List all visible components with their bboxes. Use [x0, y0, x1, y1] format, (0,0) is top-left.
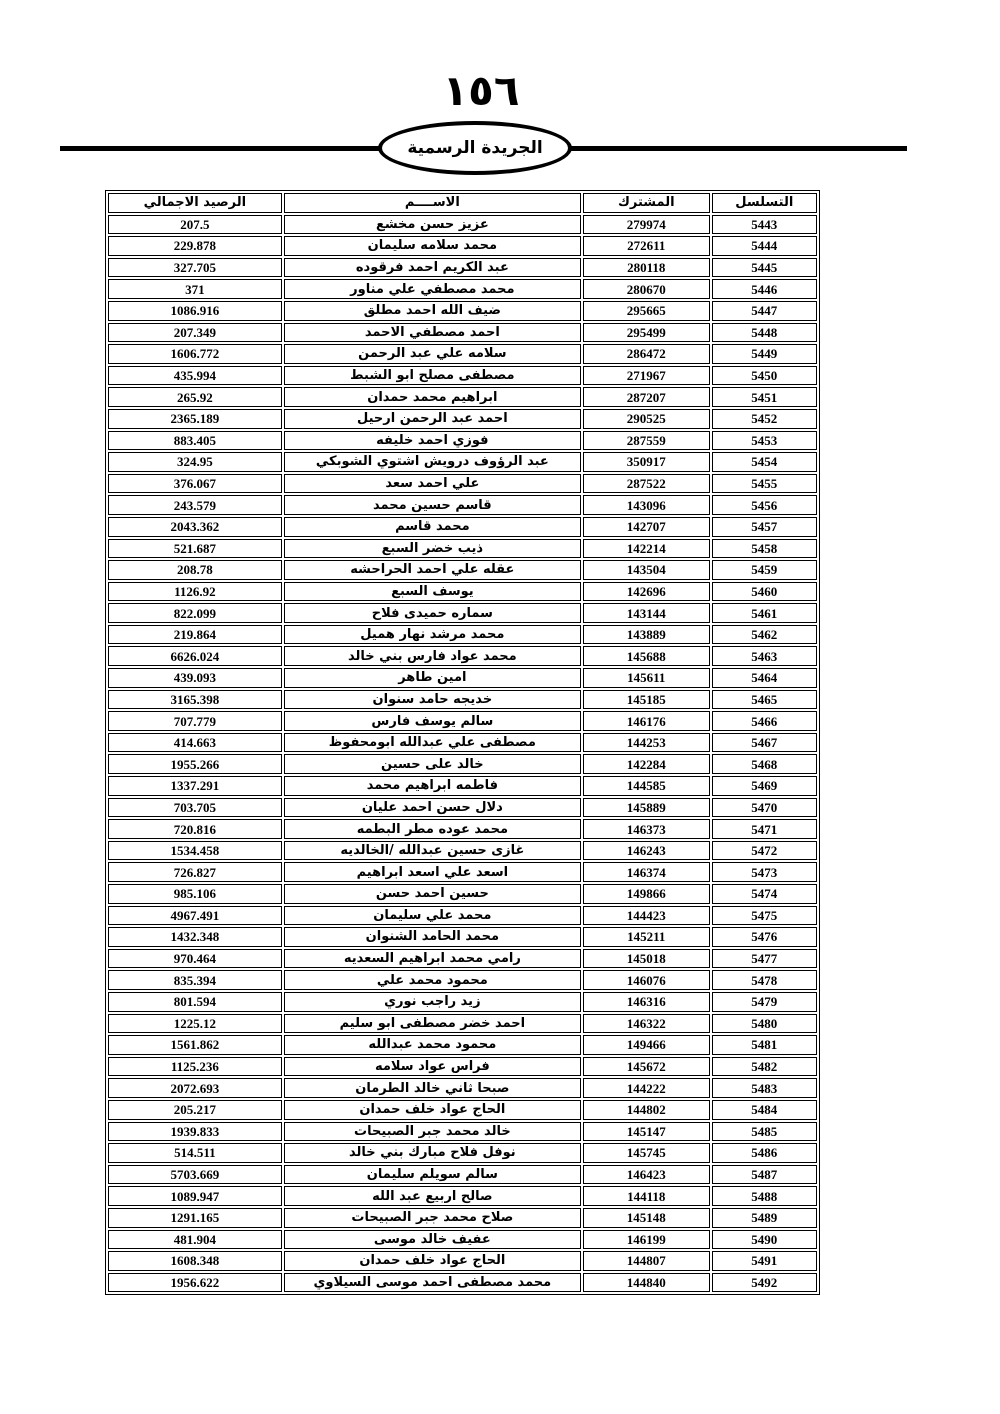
subscriber-cell: 295499: [583, 323, 710, 343]
table-row: [108, 1165, 817, 1185]
balance-cell: 703.705: [108, 798, 282, 818]
balance-cell: 371: [108, 279, 282, 299]
serial-cell: 5489: [712, 1208, 817, 1228]
balance-cell: 1126.92: [108, 582, 282, 602]
subscriber-cell: 145148: [583, 1208, 710, 1228]
balance-cell: 521.687: [108, 539, 282, 559]
table-row: [108, 517, 817, 537]
balance-cell: 1432.348: [108, 927, 282, 947]
name-cell: سماره حميدى فلاح: [284, 603, 581, 623]
serial-cell: 5467: [712, 733, 817, 753]
subscriber-cell: 142696: [583, 582, 710, 602]
balance-cell: 265.92: [108, 387, 282, 407]
serial-cell: 5474: [712, 884, 817, 904]
name-cell: حسين احمد حسن: [284, 884, 581, 904]
serial-cell: 5465: [712, 690, 817, 710]
table-row: [108, 1014, 817, 1034]
serial-cell: 5469: [712, 776, 817, 796]
table-row: [108, 970, 817, 990]
serial-cell: 5461: [712, 603, 817, 623]
name-cell: خديجه حامد سنوان: [284, 690, 581, 710]
subscriber-cell: 144802: [583, 1100, 710, 1120]
serial-cell: 5481: [712, 1035, 817, 1055]
name-cell: محمد عواد فارس بني خالد: [284, 646, 581, 666]
table-row: [108, 1230, 817, 1250]
balance-cell: 1089.947: [108, 1186, 282, 1206]
table-row: [108, 474, 817, 494]
name-cell: اسعد علي اسعد ابراهيم: [284, 862, 581, 882]
col-header-serial: التسلسل: [712, 193, 817, 213]
table-row: [108, 258, 817, 278]
name-cell: محمد عوده مطر البطمه: [284, 819, 581, 839]
table-row: [108, 387, 817, 407]
subscriber-cell: 146373: [583, 819, 710, 839]
table-row: [108, 1186, 817, 1206]
table-row: [108, 906, 817, 926]
serial-cell: 5490: [712, 1230, 817, 1250]
subscriber-cell: 350917: [583, 452, 710, 472]
table-row: [108, 927, 817, 947]
balance-cell: 5703.669: [108, 1165, 282, 1185]
name-cell: فراس عواد سلامه: [284, 1057, 581, 1077]
serial-cell: 5482: [712, 1057, 817, 1077]
gazette-title: الجريدة الرسمية: [407, 138, 543, 158]
name-cell: سالم سويلم سليمان: [284, 1165, 581, 1185]
table-row: [108, 841, 817, 861]
table-row: [108, 582, 817, 602]
serial-cell: 5471: [712, 819, 817, 839]
table-row: [108, 344, 817, 364]
subscriber-cell: 144118: [583, 1186, 710, 1206]
serial-cell: 5477: [712, 949, 817, 969]
name-cell: صلاح محمد جبر الصبيحات: [284, 1208, 581, 1228]
balance-cell: 801.594: [108, 992, 282, 1012]
serial-cell: 5480: [712, 1014, 817, 1034]
table-row: [108, 1057, 817, 1077]
table-row: [108, 862, 817, 882]
balance-cell: 324.95: [108, 452, 282, 472]
table-row: [108, 215, 817, 235]
balance-cell: 4967.491: [108, 906, 282, 926]
balance-cell: 726.827: [108, 862, 282, 882]
table-row: [108, 754, 817, 774]
subscriber-cell: 144585: [583, 776, 710, 796]
name-cell: عفيف خالد موسى: [284, 1230, 581, 1250]
name-cell: محمد مصطفي علي مناور: [284, 279, 581, 299]
serial-cell: 5457: [712, 517, 817, 537]
subscriber-cell: 146176: [583, 711, 710, 731]
serial-cell: 5473: [712, 862, 817, 882]
table-row: [108, 1251, 817, 1271]
table-row: [108, 301, 817, 321]
serial-cell: 5456: [712, 495, 817, 515]
name-cell: خالد على حسين: [284, 754, 581, 774]
serial-cell: 5485: [712, 1122, 817, 1142]
table-row: [108, 668, 817, 688]
balance-cell: 327.705: [108, 258, 282, 278]
balance-cell: 208.78: [108, 560, 282, 580]
name-cell: مصطفى علي عبدالله ابومحفوظ: [284, 733, 581, 753]
name-cell: ضيف الله احمد مطلق: [284, 301, 581, 321]
subscriber-cell: 144840: [583, 1273, 710, 1293]
subscriber-cell: 280118: [583, 258, 710, 278]
serial-cell: 5472: [712, 841, 817, 861]
serial-cell: 5466: [712, 711, 817, 731]
balance-cell: 205.217: [108, 1100, 282, 1120]
col-header-balance: الرصيد الاجمالي: [108, 193, 282, 213]
table-row: [108, 992, 817, 1012]
name-cell: محمد مصطفى احمد موسى السيلاوي: [284, 1273, 581, 1293]
serial-cell: 5491: [712, 1251, 817, 1271]
name-cell: محمد علي سليمان: [284, 906, 581, 926]
serial-cell: 5475: [712, 906, 817, 926]
name-cell: مصطفى مصلح ابو الشبط: [284, 366, 581, 386]
table-row: [108, 236, 817, 256]
serial-cell: 5449: [712, 344, 817, 364]
subscriber-cell: 143889: [583, 625, 710, 645]
balance-cell: 3165.398: [108, 690, 282, 710]
serial-cell: 5453: [712, 431, 817, 451]
balance-cell: 2365.189: [108, 409, 282, 429]
table-row: [108, 366, 817, 386]
subscriber-cell: 146199: [583, 1230, 710, 1250]
name-cell: ذيب خضر السبع: [284, 539, 581, 559]
name-cell: محمود محمد عبدالله: [284, 1035, 581, 1055]
serial-cell: 5452: [712, 409, 817, 429]
name-cell: زيد راجب نوري: [284, 992, 581, 1012]
subscriber-cell: 145672: [583, 1057, 710, 1077]
subscriber-cell: 146316: [583, 992, 710, 1012]
serial-cell: 5451: [712, 387, 817, 407]
serial-cell: 5492: [712, 1273, 817, 1293]
balance-cell: 1608.348: [108, 1251, 282, 1271]
name-cell: ابراهيم محمد حمدان: [284, 387, 581, 407]
name-cell: عزيز حسن مخشع: [284, 215, 581, 235]
subscriber-cell: 287207: [583, 387, 710, 407]
balance-cell: 822.099: [108, 603, 282, 623]
subscriber-cell: 146374: [583, 862, 710, 882]
name-cell: صالح اربيع عبد الله: [284, 1186, 581, 1206]
table-row: [108, 625, 817, 645]
subscriber-cell: 144222: [583, 1078, 710, 1098]
table-row: [108, 819, 817, 839]
name-cell: دلال حسن احمد عليان: [284, 798, 581, 818]
table-row: [108, 776, 817, 796]
balance-cell: 1291.165: [108, 1208, 282, 1228]
balance-cell: 243.579: [108, 495, 282, 515]
name-cell: رامي محمد ابراهيم السعديه: [284, 949, 581, 969]
subscriber-cell: 144253: [583, 733, 710, 753]
table-row: [108, 1143, 817, 1163]
serial-cell: 5468: [712, 754, 817, 774]
name-cell: امين طاهر: [284, 668, 581, 688]
balance-cell: 1955.266: [108, 754, 282, 774]
table-row: [108, 646, 817, 666]
balance-cell: 207.349: [108, 323, 282, 343]
name-cell: احمد عبد الرحمن ارحيل: [284, 409, 581, 429]
table-row: [108, 690, 817, 710]
table-row: [108, 1122, 817, 1142]
table-row: [108, 1208, 817, 1228]
table-row: [108, 733, 817, 753]
table-row: [108, 539, 817, 559]
subscriber-cell: 144807: [583, 1251, 710, 1271]
subscriber-cell: 143144: [583, 603, 710, 623]
balance-cell: 1939.833: [108, 1122, 282, 1142]
serial-cell: 5444: [712, 236, 817, 256]
balance-cell: 229.878: [108, 236, 282, 256]
serial-cell: 5486: [712, 1143, 817, 1163]
name-cell: سلامه علي عبد الرحمن: [284, 344, 581, 364]
name-cell: الحاج عواد خلف حمدان: [284, 1100, 581, 1120]
balance-cell: 1956.622: [108, 1273, 282, 1293]
table-row: [108, 323, 817, 343]
serial-cell: 5462: [712, 625, 817, 645]
balance-cell: 439.093: [108, 668, 282, 688]
name-cell: احمد مصطفي الاحمد: [284, 323, 581, 343]
balance-cell: 1086.916: [108, 301, 282, 321]
serial-cell: 5443: [712, 215, 817, 235]
serial-cell: 5445: [712, 258, 817, 278]
col-header-name: الاســــم: [284, 193, 581, 213]
balance-cell: 481.904: [108, 1230, 282, 1250]
table-row: [108, 884, 817, 904]
serial-cell: 5447: [712, 301, 817, 321]
serial-cell: 5448: [712, 323, 817, 343]
subscriber-cell: 143504: [583, 560, 710, 580]
balance-cell: 1606.772: [108, 344, 282, 364]
name-cell: علي احمد سعد: [284, 474, 581, 494]
records-body: [108, 215, 817, 1293]
balance-cell: 6626.024: [108, 646, 282, 666]
table-row: [108, 711, 817, 731]
subscriber-cell: 149466: [583, 1035, 710, 1055]
balance-cell: 376.067: [108, 474, 282, 494]
serial-cell: 5454: [712, 452, 817, 472]
name-cell: محمد قاسم: [284, 517, 581, 537]
subscriber-cell: 145018: [583, 949, 710, 969]
serial-cell: 5446: [712, 279, 817, 299]
serial-cell: 5450: [712, 366, 817, 386]
serial-cell: 5455: [712, 474, 817, 494]
serial-cell: 5459: [712, 560, 817, 580]
balance-cell: 435.994: [108, 366, 282, 386]
table-row: [108, 1100, 817, 1120]
name-cell: سالم يوسف فارس: [284, 711, 581, 731]
subscriber-cell: 145147: [583, 1122, 710, 1142]
serial-cell: 5479: [712, 992, 817, 1012]
table-row: [108, 452, 817, 472]
table-row: [108, 560, 817, 580]
subscriber-cell: 146423: [583, 1165, 710, 1185]
subscriber-cell: 290525: [583, 409, 710, 429]
name-cell: صبحا ثاني خالد الطرمان: [284, 1078, 581, 1098]
name-cell: عبد الكريم احمد فرقوده: [284, 258, 581, 278]
name-cell: خالد محمد جبر الصبيحات: [284, 1122, 581, 1142]
balance-cell: 1225.12: [108, 1014, 282, 1034]
records-table: [105, 190, 820, 1295]
table-row: [108, 409, 817, 429]
balance-cell: 1125.236: [108, 1057, 282, 1077]
balance-cell: 1337.291: [108, 776, 282, 796]
serial-cell: 5483: [712, 1078, 817, 1098]
serial-cell: 5478: [712, 970, 817, 990]
table-row: [108, 1035, 817, 1055]
balance-cell: 720.816: [108, 819, 282, 839]
page-number: ١٥٦: [442, 66, 520, 115]
subscriber-cell: 146076: [583, 970, 710, 990]
subscriber-cell: 272611: [583, 236, 710, 256]
balance-cell: 1534.458: [108, 841, 282, 861]
subscriber-cell: 149866: [583, 884, 710, 904]
subscriber-cell: 145745: [583, 1143, 710, 1163]
subscriber-cell: 271967: [583, 366, 710, 386]
balance-cell: 883.405: [108, 431, 282, 451]
subscriber-cell: 146322: [583, 1014, 710, 1034]
balance-cell: 2043.362: [108, 517, 282, 537]
subscriber-cell: 295665: [583, 301, 710, 321]
balance-cell: 2072.693: [108, 1078, 282, 1098]
balance-cell: 207.5: [108, 215, 282, 235]
serial-cell: 5458: [712, 539, 817, 559]
name-cell: محمود محمد علي: [284, 970, 581, 990]
table-header-row: [108, 193, 817, 213]
gazette-oval: [378, 121, 572, 175]
balance-cell: 414.663: [108, 733, 282, 753]
serial-cell: 5470: [712, 798, 817, 818]
subscriber-cell: 280670: [583, 279, 710, 299]
table-row: [108, 431, 817, 451]
subscriber-cell: 287522: [583, 474, 710, 494]
serial-cell: 5487: [712, 1165, 817, 1185]
balance-cell: 1561.862: [108, 1035, 282, 1055]
name-cell: يوسف السبع: [284, 582, 581, 602]
subscriber-cell: 142707: [583, 517, 710, 537]
name-cell: محمد مرشد نهار هميل: [284, 625, 581, 645]
balance-cell: 970.464: [108, 949, 282, 969]
table-row: [108, 798, 817, 818]
name-cell: غازى حسين عبدالله /الخالديه: [284, 841, 581, 861]
subscriber-cell: 142284: [583, 754, 710, 774]
balance-cell: 707.779: [108, 711, 282, 731]
name-cell: محمد سلامه سليمان: [284, 236, 581, 256]
serial-cell: 5460: [712, 582, 817, 602]
table-row: [108, 603, 817, 623]
name-cell: احمد خضر مصطفى ابو سليم: [284, 1014, 581, 1034]
serial-cell: 5484: [712, 1100, 817, 1120]
subscriber-cell: 144423: [583, 906, 710, 926]
subscriber-cell: 142214: [583, 539, 710, 559]
subscriber-cell: 145889: [583, 798, 710, 818]
table-row: [108, 1273, 817, 1293]
subscriber-cell: 145611: [583, 668, 710, 688]
table-row: [108, 949, 817, 969]
balance-cell: 514.511: [108, 1143, 282, 1163]
subscriber-cell: 145211: [583, 927, 710, 947]
name-cell: فاطمه ابراهيم محمد: [284, 776, 581, 796]
subscriber-cell: 145688: [583, 646, 710, 666]
name-cell: عقله علي احمد الحراحشه: [284, 560, 581, 580]
subscriber-cell: 146243: [583, 841, 710, 861]
serial-cell: 5488: [712, 1186, 817, 1206]
table-row: [108, 1078, 817, 1098]
name-cell: قاسم حسين محمد: [284, 495, 581, 515]
serial-cell: 5464: [712, 668, 817, 688]
subscriber-cell: 145185: [583, 690, 710, 710]
serial-cell: 5476: [712, 927, 817, 947]
subscriber-cell: 286472: [583, 344, 710, 364]
serial-cell: 5463: [712, 646, 817, 666]
table-row: [108, 495, 817, 515]
balance-cell: 835.394: [108, 970, 282, 990]
subscriber-cell: 143096: [583, 495, 710, 515]
name-cell: محمد الحامد الشنوان: [284, 927, 581, 947]
name-cell: الحاج عواد خلف حمدان: [284, 1251, 581, 1271]
name-cell: عبد الرؤوف درويش اشتوي الشوبكي: [284, 452, 581, 472]
balance-cell: 985.106: [108, 884, 282, 904]
col-header-subscriber: المشترك: [583, 193, 710, 213]
subscriber-cell: 287559: [583, 431, 710, 451]
subscriber-cell: 279974: [583, 215, 710, 235]
table-row: [108, 279, 817, 299]
name-cell: فوزي احمد خليفه: [284, 431, 581, 451]
name-cell: نوفل فلاح مبارك بني خالد: [284, 1143, 581, 1163]
balance-cell: 219.864: [108, 625, 282, 645]
